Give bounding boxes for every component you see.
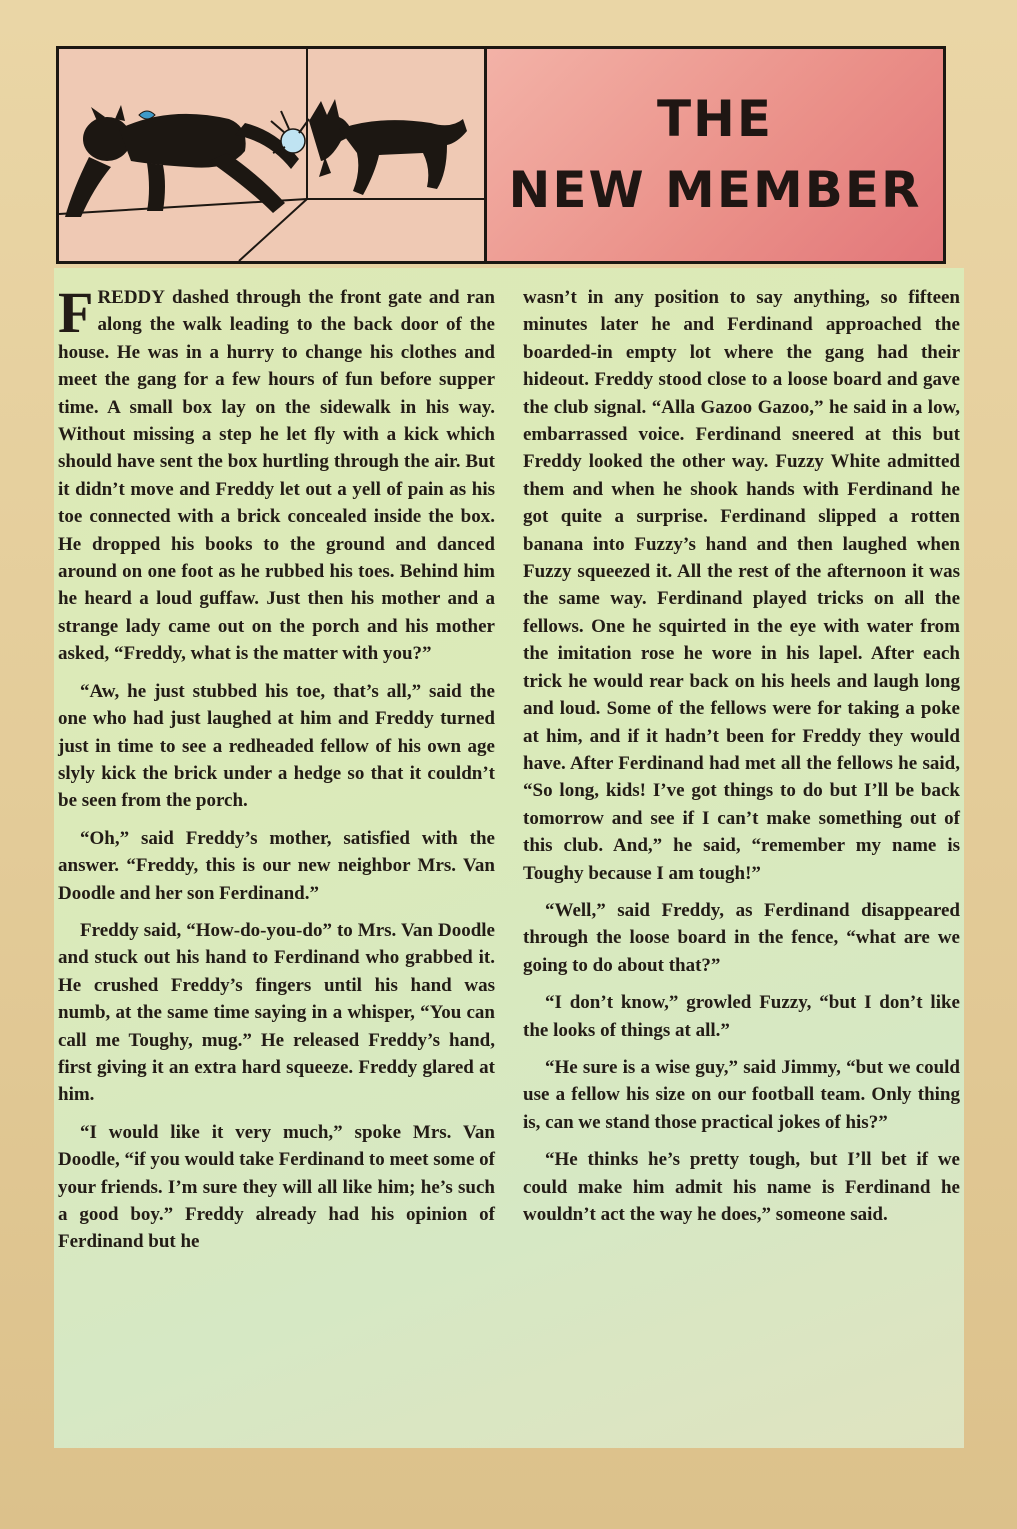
title-box [487,49,943,261]
story-paragraph: “Well,” said Freddy, as Ferdinand disappeared through the loose board in the fence, “what are we going to do about that?” [523,899,960,976]
story-paragraph [58,280,495,668]
paragraph-text: dashed through the front gate and ran along the walk leading to the back door of the house. He was in a hurry to change his clothes and meet the gang for a few hours of fun before supper time. A small box lay on the sidewalk in his way. Without missing a step he let fly with a kick which should have sent the box hurtling through the air. But it didn’t move and Freddy let out a yell of pain as his toe connected with a brick concealed inside the box. He dropped his books to the ground and danced around on one foot as he rubbed his toes. Behind him he heard a loud guffaw. Just then his mother and a strange lady came out on the porch and his mother asked, “Freddy, what is the matter with you?” [58,287,495,665]
title-panel [56,46,946,264]
story-title-line-1: THE [656,89,774,148]
story-title-line-2: NEW MEMBER [508,161,922,219]
illustration [59,49,487,261]
story-paragraph: “I would like it very much,” spoke Mrs. Van Doodle, “if you would take Ferdinand to meet some of your friends. I’m sure they will all like him; he’s such a good boy.” Freddy already had his opinion of Ferdinand but he [58,1121,495,1253]
story-column-left [58,280,495,1266]
story-paragraph: wasn’t in any position to say anything, so fifteen minutes later he and Ferdinand approached the boarded-in empty lot where the gang had their hideout. Freddy stood close to a loose board and gave the club signal. “Alla Gazoo Gazoo,” he said in a low, embarrassed voice. Ferdinand sneered at this but Freddy looked the other way. Fuzzy White admitted them and when he shook hands with Ferdinand he got quite a surprise. Ferdinand slipped a rotten banana into Fuzzy’s hand and then laughed when Fuzzy squeezed it. All the rest of the afternoon it was the same way. Ferdinand played tricks on all the fellows. One he squirted in the eye with water from the imitation rose he wore in his lapel. After each trick he would rear back on his heels and laugh long and loud. Some of the fellows were for taking a poke at him, and if it hadn’t been for Freddy they would have. After Ferdinand had met all the fellows he said, “So long, kids! I’ve got things to do but I’ll be back tomorrow and see if I can’t make something out of this club. And,” he said, “remember my name is Toughy because I am tough!” [523,287,960,884]
goat-silhouette [309,99,467,195]
story-paragraph: “Oh,” said Freddy’s mother, satisfied with the answer. “Freddy, this is our new neighbor Mrs. Van Doodle and her son Ferdinand.” [58,827,495,904]
story-paragraph: “I don’t know,” growled Fuzzy, “but I don’t like the looks of things at all.” [523,992,960,1041]
story-columns [58,280,960,1266]
story-paragraph: “Aw, he just stubbed his toe, that’s all,” said the one who had just laughed at him and Freddy turned just in time to see a redheaded fellow of his own age slyly kick the brick under a hedge so that it couldn’t be seen from the porch. [58,680,495,812]
boy-kicked-by-goat-illustration [59,49,484,261]
story-column-right [523,284,960,1266]
story-paragraph: “He thinks he’s pretty tough, but I’ll bet if we could make him admit his name is Ferdinand he wouldn’t act the way he does,” someone said. [523,1149,960,1225]
story-paragraph: Freddy said, “How-do-you-do” to Mrs. Van Doodle and stuck out his hand to Ferdinand who grabbed it. He crushed Freddy’s fingers until his hand was numb, at the same time saying in a whisper, “You can call me Toughy, mug.” He released Freddy’s hand, first giving it an extra hard squeeze. Freddy glared at him. [58,919,495,1106]
drop-cap: F [58,280,94,345]
first-word: REDDY [97,287,165,308]
story-paragraph: “He sure is a wise guy,” said Jimmy, “but we could use a fellow his size on our football team. Only thing is, can we stand those practical jokes of his?” [523,1056,960,1133]
boy-silhouette [65,105,299,217]
